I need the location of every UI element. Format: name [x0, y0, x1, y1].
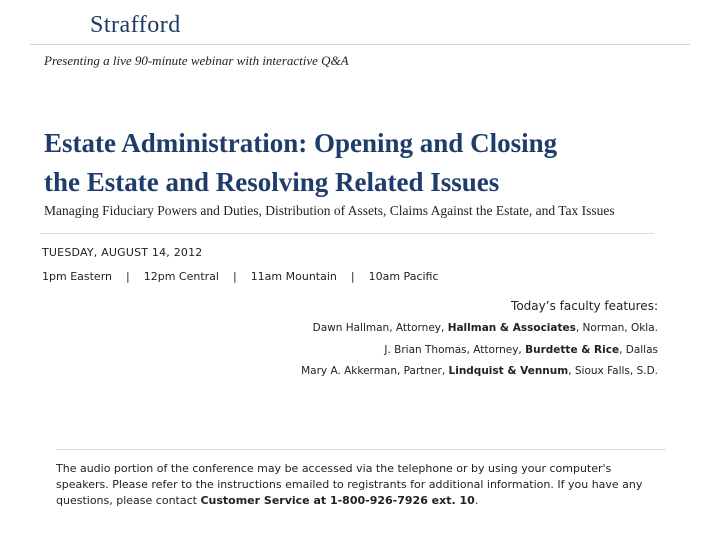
webinar-date: TUESDAY, AUGUST 14, 2012	[42, 246, 203, 259]
time-eastern: 1pm Eastern	[42, 270, 112, 283]
webinar-subtitle: Managing Fiduciary Powers and Duties, Distribution of Assets, Claims Against the Estate, and Tax Issues	[44, 203, 615, 218]
notice-text: The audio portion of the conference may be accessed via the telephone or by using your computer's speakers. Please refer to the instructions emailed to registrants for additional information. If you have any questions, please contact	[56, 462, 643, 507]
faculty-heading: Today’s faculty features:	[511, 299, 658, 313]
strafford-logo: Strafford	[90, 12, 181, 38]
webinar-title	[44, 124, 684, 202]
speaker-firm: Hallman & Associates	[447, 322, 576, 334]
speaker-name-title: J. Brian Thomas, Attorney,	[384, 344, 526, 356]
title-line-2: the Estate and Resolving Related Issues	[44, 167, 500, 197]
time-separator: |	[232, 270, 237, 283]
webinar-times	[42, 270, 439, 283]
time-separator: |	[350, 270, 355, 283]
time-central: 12pm Central	[143, 270, 219, 283]
speaker-firm: Lindquist & Vennum	[448, 365, 569, 377]
header-divider	[30, 44, 690, 45]
speaker-name-title: Dawn Hallman, Attorney,	[312, 322, 448, 334]
title-line-1: Estate Administration: Opening and Closing	[44, 128, 558, 158]
speaker-1	[313, 322, 658, 334]
speaker-name-title: Mary A. Akkerman, Partner,	[301, 365, 449, 377]
section-divider	[40, 233, 654, 234]
tagline: Presenting a live 90-minute webinar with interactive Q&A	[44, 53, 349, 68]
time-separator: |	[126, 270, 130, 283]
audio-notice	[56, 461, 656, 509]
time-pacific: 10am Pacific	[368, 270, 439, 283]
speaker-2	[384, 344, 658, 356]
customer-service-contact: Customer Service at 1-800-926-7926 ext. 10	[200, 494, 475, 507]
speaker-location: , Sioux Falls, S.D.	[568, 365, 658, 377]
speaker-location: , Norman, Okla.	[575, 322, 658, 334]
time-mountain: 11am Mountain	[250, 270, 337, 283]
speaker-3	[301, 365, 658, 377]
footer-divider	[56, 449, 666, 450]
speaker-location: , Dallas	[619, 344, 658, 356]
notice-end: .	[474, 494, 479, 507]
speaker-firm: Burdette & Rice	[525, 344, 620, 356]
